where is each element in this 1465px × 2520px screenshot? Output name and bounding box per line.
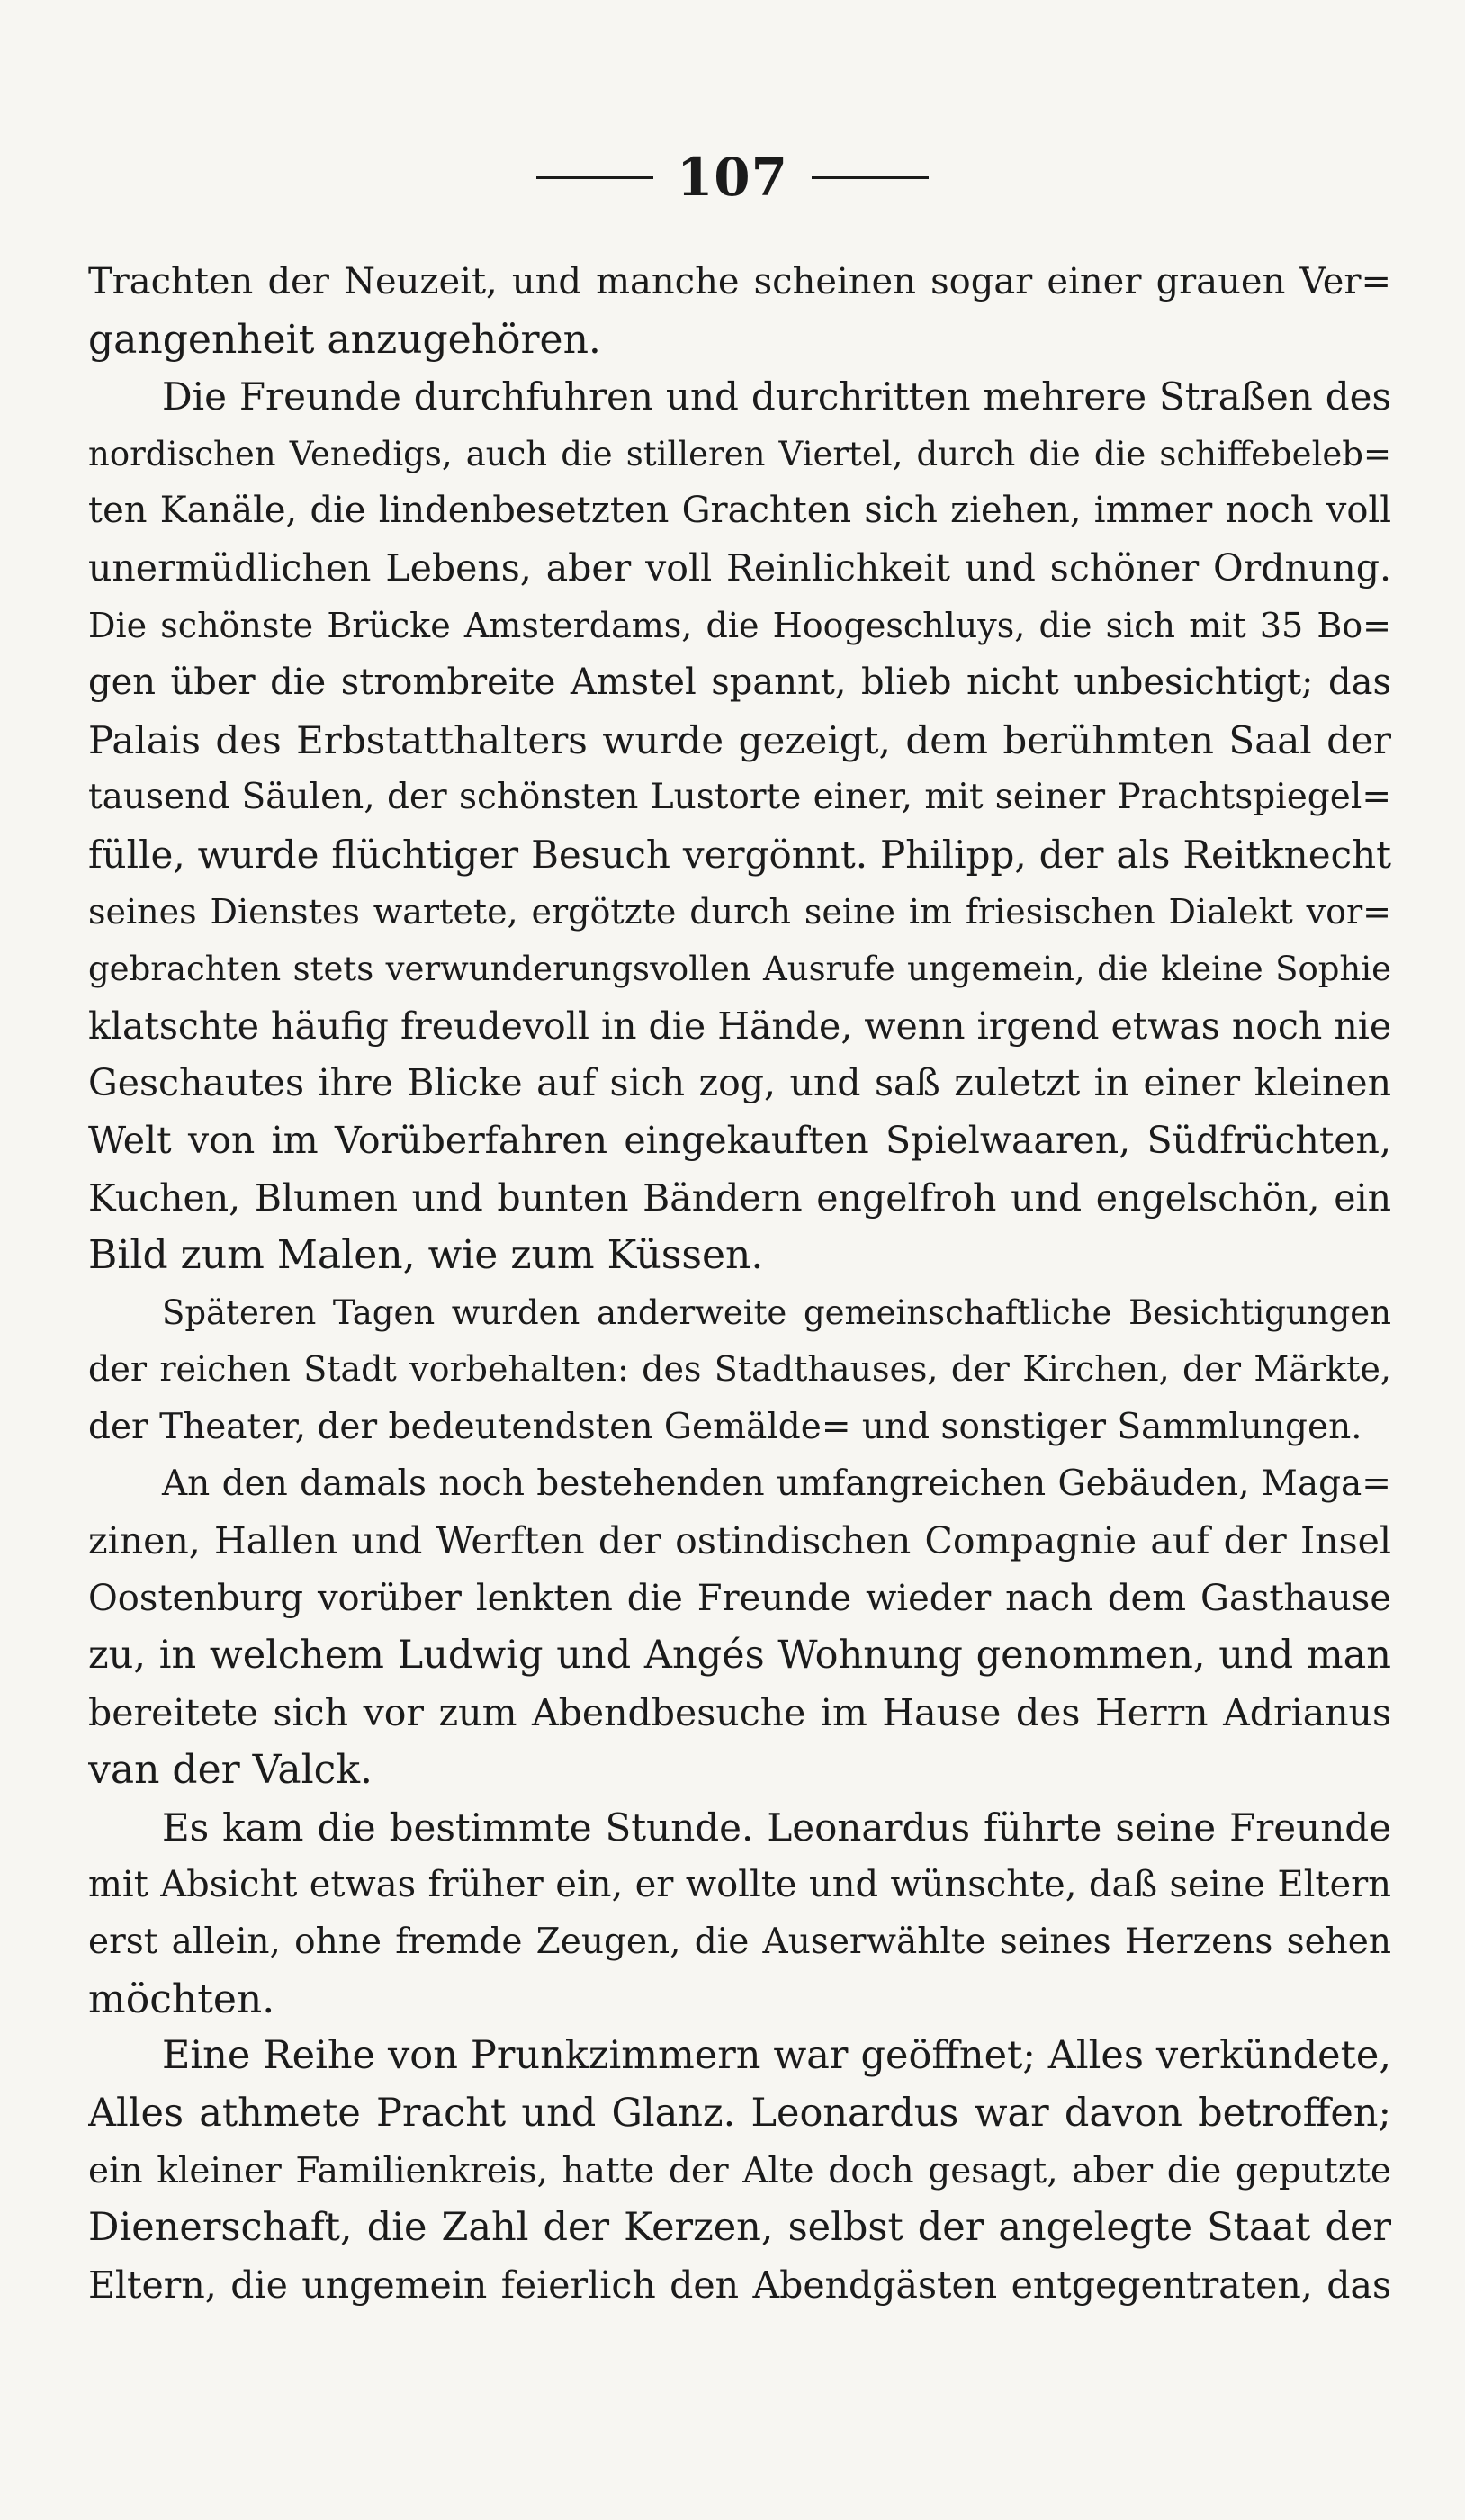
text-line: Die Freunde durchfuhren und durchritten mehrere Straßen des [162,374,1391,419]
text-line: der reichen Stadt vorbehalten: des Stadthauses, der Kirchen, der Märkte, [88,1349,1391,1390]
text-line: Bild zum Malen, wie zum Küssen. [88,1232,764,1279]
text-line: Trachten der Neuzeit, und manche scheinen sogar einer grauen Ver= [88,261,1391,302]
text-line: Eine Reihe von Prunkzimmern war geöffnet; Alles verkündete, [162,2033,1391,2079]
text-line: seines Dienstes wartete, ergötzte durch seine im friesischen Dialekt vor= [88,891,1391,932]
text-line: fülle, wurde flüchtiger Besuch vergönnt. Philipp, der als Reitknecht [88,832,1391,877]
text-line: bereitete sich vor zum Abendbesuche im Hause des Herrn Adrianus [88,1690,1391,1734]
text-line: gen über die strombreite Amstel spannt, blieb nicht unbesichtigt; das [88,662,1391,704]
text-line: gangenheit anzugehören. [88,316,601,363]
text-line: Es kam die bestimmte Stunde. Leonardus führte seine Freunde [162,1805,1391,1850]
text-line: klatschte häufig freudevoll in die Hände, wenn irgend etwas noch nie [88,1004,1391,1048]
page-number: 107 [676,147,789,208]
text-line: unermüdlichen Lebens, aber voll Reinlichkeit und schöner Ordnung. [88,545,1391,590]
text-line: der Theater, der bedeutendsten Gemälde= und sonstiger Sammlungen. [88,1406,1362,1447]
text-line: Geschautes ihre Blicke auf sich zog, und saß zuletzt in einer kleinen [88,1061,1391,1105]
text-line: An den damals noch bestehenden umfangreichen Gebäuden, Maga= [162,1463,1391,1505]
text-line: tausend Säulen, der schönsten Lustorte einer, mit seiner Prachtspiegel= [88,777,1391,818]
page-header [0,146,1465,209]
text-line: van der Valck. [88,1747,373,1794]
text-line: ein kleiner Familienkreis, hatte der Alte doch gesagt, aber die geputzte [88,2150,1391,2192]
text-line: Späteren Tagen wurden anderweite gemeinschaftliche Besichtigungen [162,1292,1391,1332]
text-line: Eltern, die ungemein feierlich den Abendgästen entgegentraten, das [88,2263,1391,2307]
text-line: möchten. [88,1976,275,2022]
text-line: Welt von im Vorüberfahren eingekauften Spielwaaren, Südfrüchten, [88,1118,1391,1162]
text-line: ten Kanäle, die lindenbesetzten Grachten sich ziehen, immer noch voll [88,490,1391,532]
header-rule-left [536,176,653,179]
header-rule-right [812,176,929,179]
text-line: zinen, Hallen und Werften der ostindischen Compagnie auf der Insel [88,1519,1391,1563]
text-line: Die schönste Brücke Amsterdams, die Hoogeschluys, die sich mit 35 Bo= [88,605,1391,645]
text-line: Oostenburg vorüber lenkten die Freunde wieder nach dem Gasthause [88,1577,1391,1619]
text-line: Alles athmete Pracht und Glanz. Leonardus war davon betroffen; [88,2091,1391,2136]
body-text [88,254,1391,2314]
text-line: gebrachten stets verwunderungsvollen Ausrufe ungemein, die kleine Sophie [88,950,1391,989]
text-line: mit Absicht etwas früher ein, er wollte und wünschte, daß seine Eltern [88,1863,1391,1905]
text-line: erst allein, ohne fremde Zeugen, die Auserwählte seines Herzens sehen [88,1922,1391,1963]
text-line: zu, in welchem Ludwig und Angés Wohnung genommen, und man [88,1633,1391,1678]
text-line: Kuchen, Blumen und bunten Bändern engelfroh und engelschön, ein [88,1175,1391,1220]
text-line: nordischen Venedigs, auch die stilleren Viertel, durch die die schiffebeleb= [88,434,1391,473]
text-line: Palais des Erbstatthalters wurde gezeigt, dem berühmten Saal der [88,717,1391,762]
text-line: Dienerschaft, die Zahl der Kerzen, selbst der angelegte Staat der [88,2205,1391,2251]
